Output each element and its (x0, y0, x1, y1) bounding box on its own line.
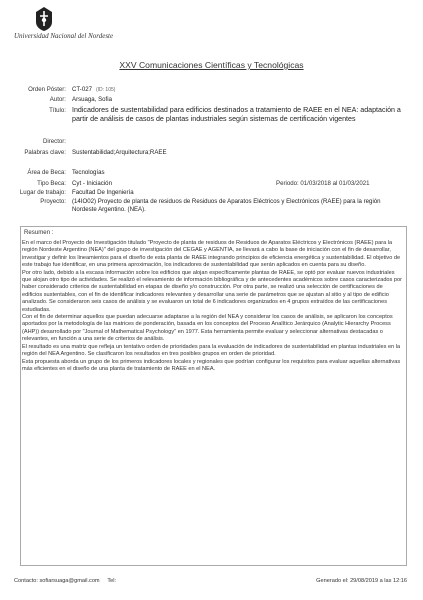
resumen-paragraph: Esta propuesta aborda un grupo de los primeros indicadores locales y regionales que podrían configurar los requisitos para evaluar aquellas alternativas más eficientes en el diseño de una planta de tratamiento de RAEE en el NEA. (22, 358, 401, 372)
director-label: Director: (42, 138, 66, 145)
footer-generated: Generado el: 29/08/2019 a las 12:16 (316, 578, 407, 584)
periodo-value: 01/03/2018 al 01/03/2021 (300, 180, 370, 187)
lugar-label: Lugar de trabajo: (19, 189, 66, 196)
orden-value: CT-027 (72, 86, 92, 93)
periodo-row (276, 180, 370, 187)
resumen-paragraph: Por otro lado, debido a la escasa información sobre los edificios que alojan específicamente plantas de RAEE, se optó por evaluar nuevos industriales que alojan otro tipo de actividades. Se realizó el relevamiento de información bibliográfica y de antecedentes académicos sobre casos caracterizados por haber considerado criterios de sustentabilidad en etapas de diseño y/o construcción. Por otra parte, se realizó una selección de certificaciones de edificios sustentables, con el fin de identificar indicadores relevantes y desarrollar una serie de parámetros que se ajustan al sitio y al tipo de edificio analizado. Se consideraron seis casos de análisis y se evaluaron un total de 6 indicadores organizados en 4 grupos extraídos de las certificaciones estudiadas. (22, 269, 402, 313)
contact-email: Contacto: sofiarsuaga@gmail.com (14, 578, 100, 584)
periodo-label: Periodo: (276, 180, 299, 187)
contact-tel: Tel: (107, 578, 117, 584)
tipo-value: Cyt - Iniciación (72, 180, 112, 187)
resumen-label: Resumen : (24, 229, 54, 236)
university-name: Universidad Nacional del Nordeste (14, 32, 114, 40)
resumen-paragraph: En el marco del Proyecto de Investigación titulado "Proyecto de planta de residuos de Residuos de Aparatos Eléctricos y Electrónicos (RAEE) para la región Nordeste Argentino (NEA)" del grupo de investigación del CEGAE y AGENTIA, se llevará a cabo la base de iniciación con el fin de desarrollar, investigar y definir los lineamientos para el diseño de esta planta de RAEE integrando principios de eficiencia energética y sustentabilidad. El objetivo de este trabajo fue identificar, en una primera aproximación, los indicadores de sustentabilidad que serán aplicados en cuenta para su diseño. (22, 240, 401, 269)
resumen-paragraph: El resultado es una matriz que refleja un tentativo orden de prioridades para la evaluación de indicadores de sustentabilidad en plantas industriales en la región del NEA Argentino. Se clasificaron los resultados en tres posibles grupos en orden de prioridad. (22, 343, 401, 358)
university-seal-icon (34, 6, 54, 32)
proyecto-value: (14IO02) Proyecto de planta de residuos de Residuos de Aparatos Eléctricos y Electrónicos (RAEE) para la región Nordeste Argentino. (NEA). (72, 198, 381, 214)
titulo-label: Título: (49, 107, 66, 114)
area-value: Tecnologías (72, 169, 105, 176)
palabras-value: Sustentabilidad;Arquitectura;RAEE (72, 149, 167, 156)
autor-label: Autor: (49, 96, 66, 103)
orden-id: (ID: 105) (95, 87, 116, 93)
lugar-value: Facultad De Ingeniería (72, 189, 134, 196)
footer-contact (14, 578, 116, 584)
area-label: Área de Beca: (27, 169, 66, 176)
resumen-paragraph: Con el fin de determinar aquellos que puedan adecuarse adaptarse a la región del NEA y considerar los casos de análisis, se aplicaron los conceptos aportados por la metodología de las matrices de ponderación, basada en los conceptos del Proceso Analítico Jerárquico (Analytic Hierarchy Process (AHP)) desarrollado por "Journal of Mathematical Psychology" en 1977. Esta herramienta permite evaluar y seleccionar alternativas destacadas o relevantes, en función a una serie de criterios de análisis. (22, 314, 393, 343)
autor-value: Arsuaga, Sofia (72, 96, 112, 103)
palabras-label: Palabras clave: (24, 149, 66, 156)
proyecto-label: Proyecto: (40, 198, 66, 205)
orden-label: Orden Póster: (28, 86, 66, 93)
event-title: XXV Comunicaciones Científicas y Tecnológicas (119, 60, 304, 70)
resumen-text (22, 240, 402, 373)
titulo-value: Indicadores de sustentabilidad para edificios destinados a tratamiento de RAEE en el NEA: adaptación a partir de análisis de casos de plantas industriales según sistemas de certificación vigentes (72, 106, 401, 123)
tipo-label: Tipo Beca: (37, 180, 66, 187)
